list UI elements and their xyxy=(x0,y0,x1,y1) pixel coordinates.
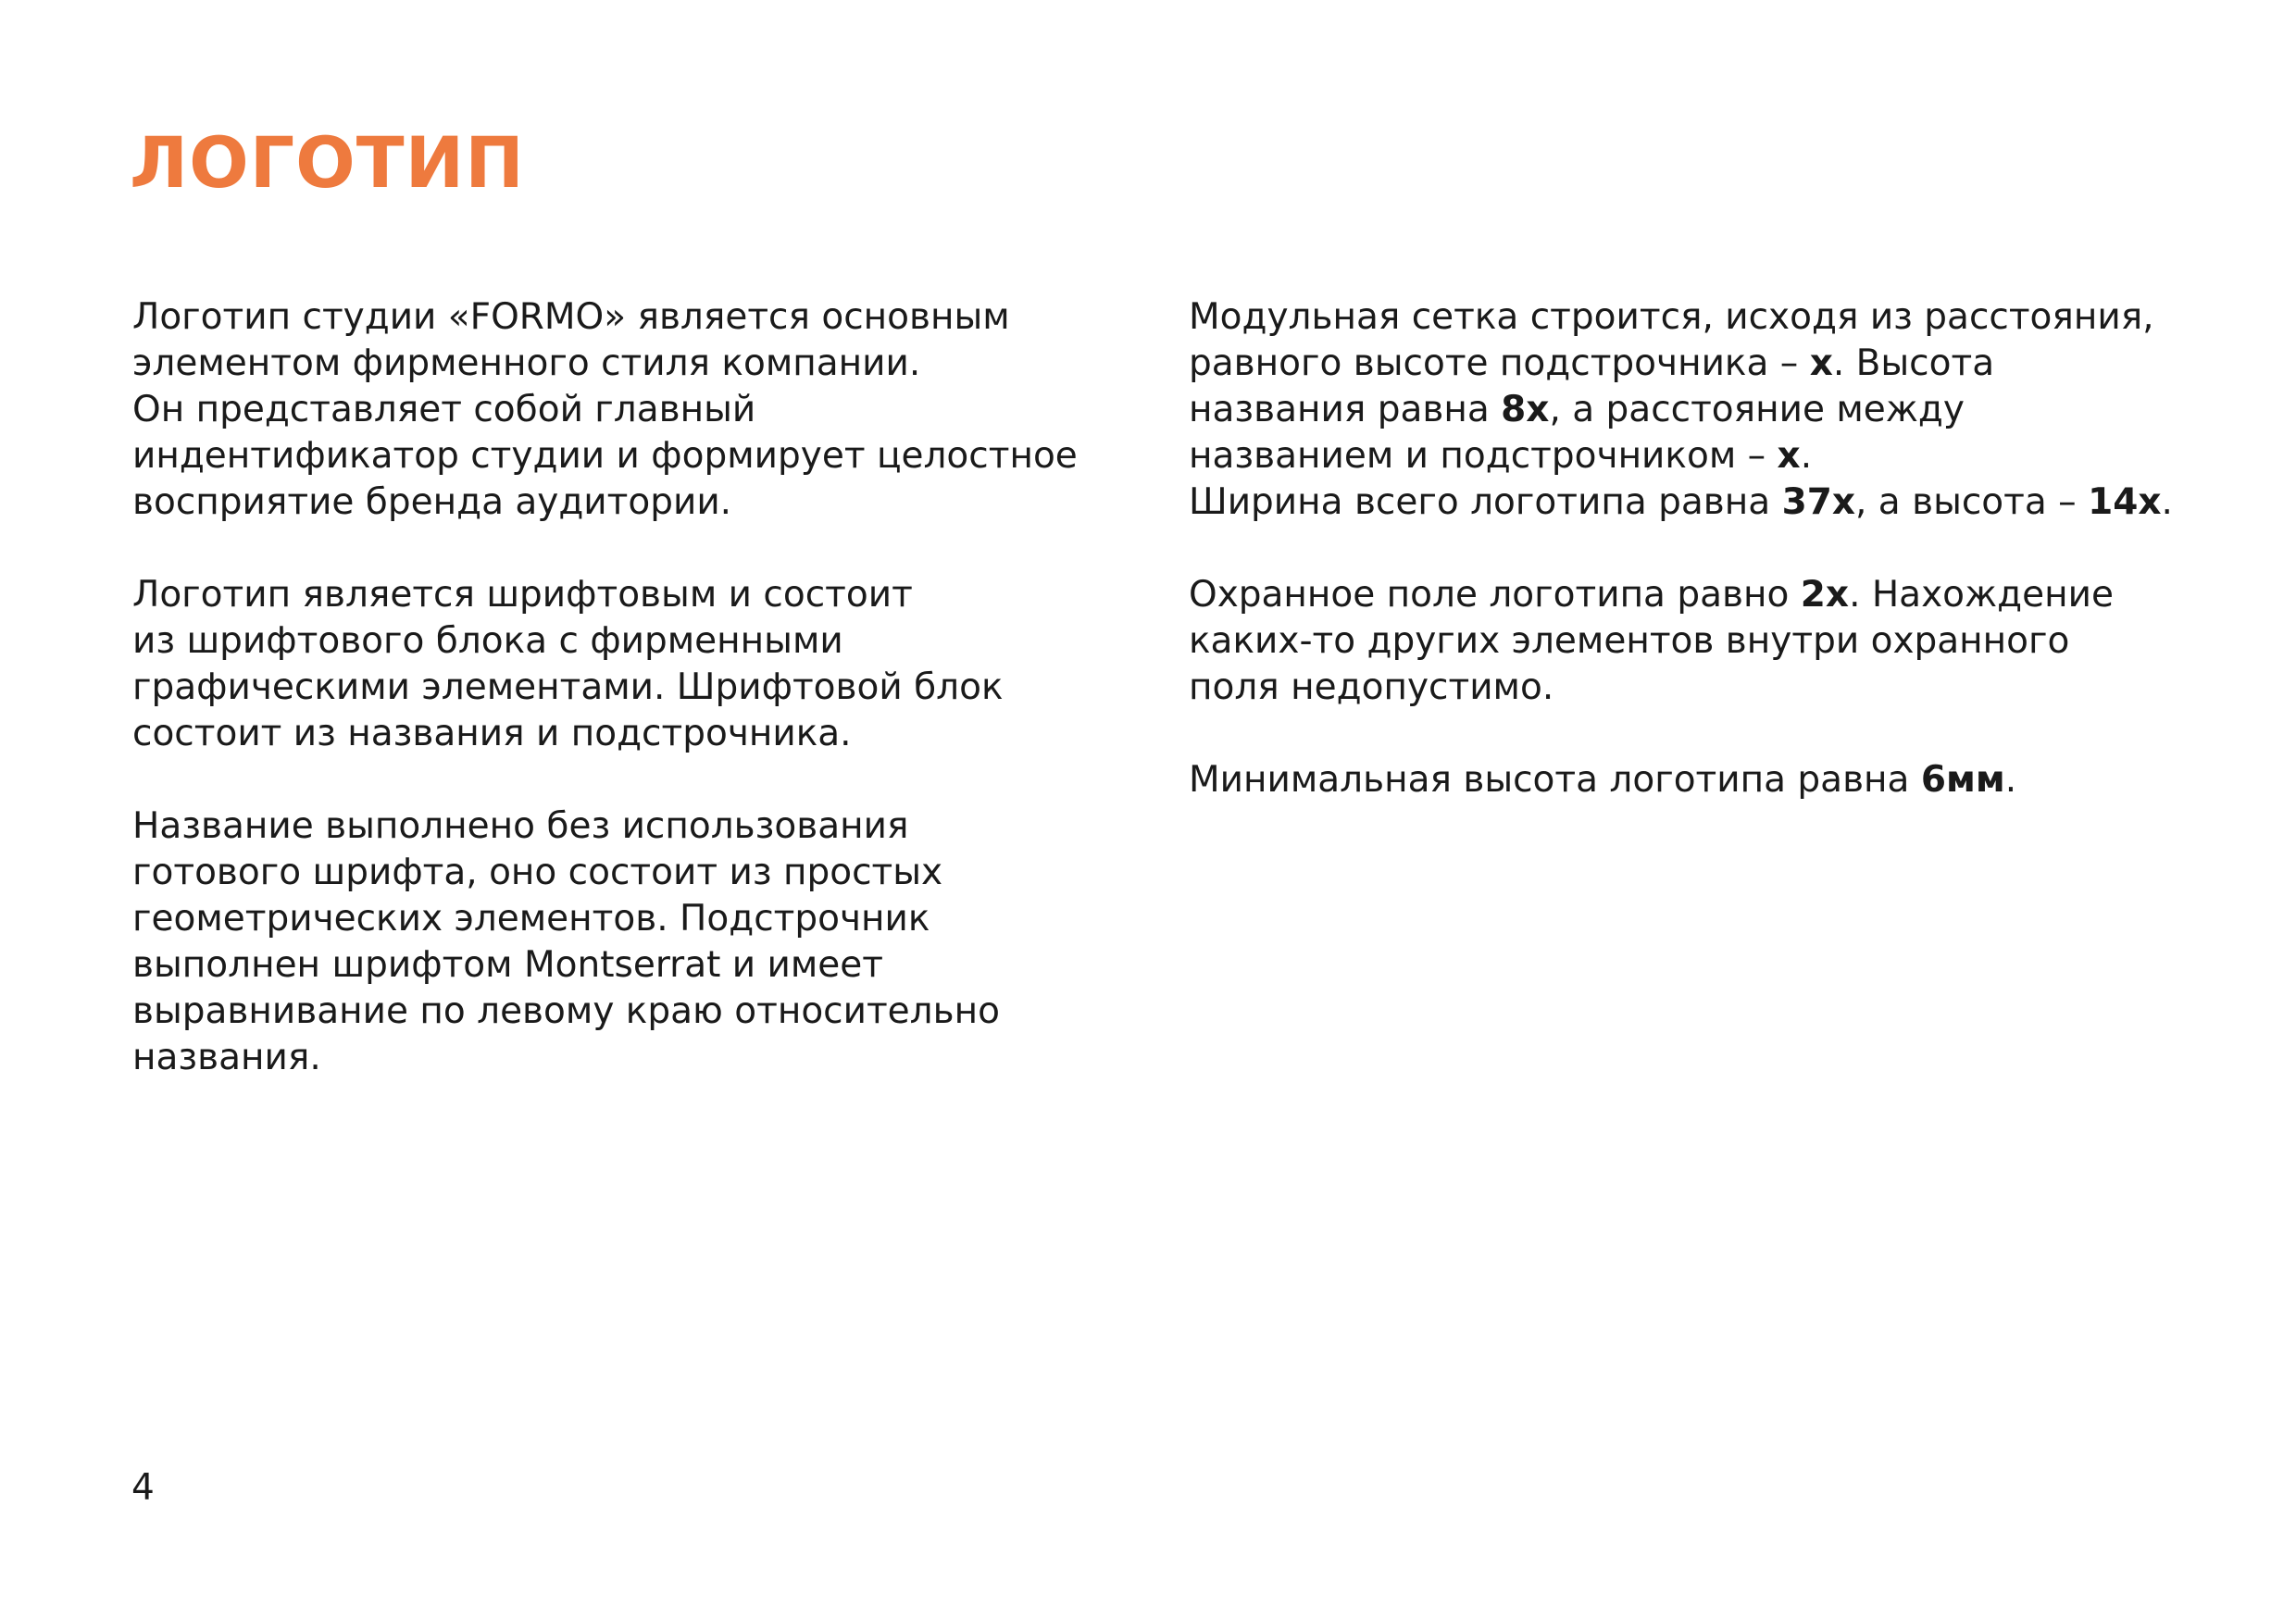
text-run: равного высоте подстрочника – xyxy=(1189,342,1810,384)
text-line: графическими элементами. Шрифтовой блок xyxy=(132,666,1004,708)
text-line: Он представляет собой главный xyxy=(132,389,756,430)
text-line: состоит из названия и подстрочника. xyxy=(132,713,852,754)
text-run: названия равна xyxy=(1189,389,1502,430)
right-text-column xyxy=(1189,294,2226,850)
text-run: , а расстояние между xyxy=(1549,389,1965,430)
text-line xyxy=(1189,387,2226,433)
text-line xyxy=(1189,479,2226,526)
text-run: названием и подстрочником – xyxy=(1189,435,1778,477)
text-run: Охранное поле логотипа равно xyxy=(1189,574,1801,616)
text-run: . xyxy=(1800,435,1813,477)
text-line: из шрифтового блока с фирменными xyxy=(132,620,843,662)
text-line: выполнен шрифтом Montserrat и имеет xyxy=(132,944,884,986)
bold-value: 14x xyxy=(2088,481,2162,523)
text-line: Логотип студии «FORMO» является основным xyxy=(132,296,1010,338)
page-title: ЛОГОТИП xyxy=(130,121,525,204)
text-line: геометрических элементов. Подстрочник xyxy=(132,898,930,940)
text-line: готового шрифта, оно состоит из простых xyxy=(132,852,943,893)
text-line xyxy=(1189,757,2226,803)
text-line xyxy=(1189,618,2226,665)
text-run: . xyxy=(2004,759,2017,801)
bold-value: 2x xyxy=(1800,574,1850,616)
text-line: восприятие бренда аудитории. xyxy=(132,481,732,523)
bold-value: 8x xyxy=(1501,389,1550,430)
page-number: 4 xyxy=(131,1467,155,1509)
text-run: поля недопустимо. xyxy=(1189,666,1554,708)
left-text-column xyxy=(132,294,1151,1127)
text-run: каких-то других элементов внутри охранного xyxy=(1189,620,2070,662)
paragraph-clear-space xyxy=(1189,572,2226,711)
bold-value: x xyxy=(1777,435,1801,477)
paragraph-logo-intro xyxy=(132,294,1151,526)
paragraph-logo-typography xyxy=(132,803,1151,1081)
text-line: выравнивание по левому краю относительно xyxy=(132,990,1000,1032)
text-line xyxy=(1189,294,2226,341)
text-line xyxy=(1189,572,2226,618)
text-run: Ширина всего логотипа равна xyxy=(1189,481,1782,523)
bold-value: x xyxy=(1809,342,1833,384)
text-line xyxy=(1189,665,2226,711)
text-line xyxy=(1189,433,2226,479)
text-line: Логотип является шрифтовым и состоит xyxy=(132,574,913,616)
text-run: Минимальная высота логотипа равна xyxy=(1189,759,1921,801)
text-run: . Высота xyxy=(1832,342,1995,384)
paragraph-modular-grid xyxy=(1189,294,2226,526)
text-run: , а высота – xyxy=(1855,481,2089,523)
text-line: элементом фирменного стиля компании. xyxy=(132,342,921,384)
text-line: названия. xyxy=(132,1037,321,1078)
bold-value: 37x xyxy=(1781,481,1855,523)
text-run: Модульная сетка строится, исходя из расстояния, xyxy=(1189,296,2154,338)
text-line xyxy=(1189,341,2226,387)
text-run: . xyxy=(2161,481,2173,523)
bold-value: 6мм xyxy=(1920,759,2005,801)
text-run: . Нахождение xyxy=(1849,574,2114,616)
paragraph-logo-structure xyxy=(132,572,1151,757)
text-line: индентификатор студии и формирует целостное xyxy=(132,435,1078,477)
text-line: Название выполнено без использования xyxy=(132,805,909,847)
paragraph-minimum-height xyxy=(1189,757,2226,803)
